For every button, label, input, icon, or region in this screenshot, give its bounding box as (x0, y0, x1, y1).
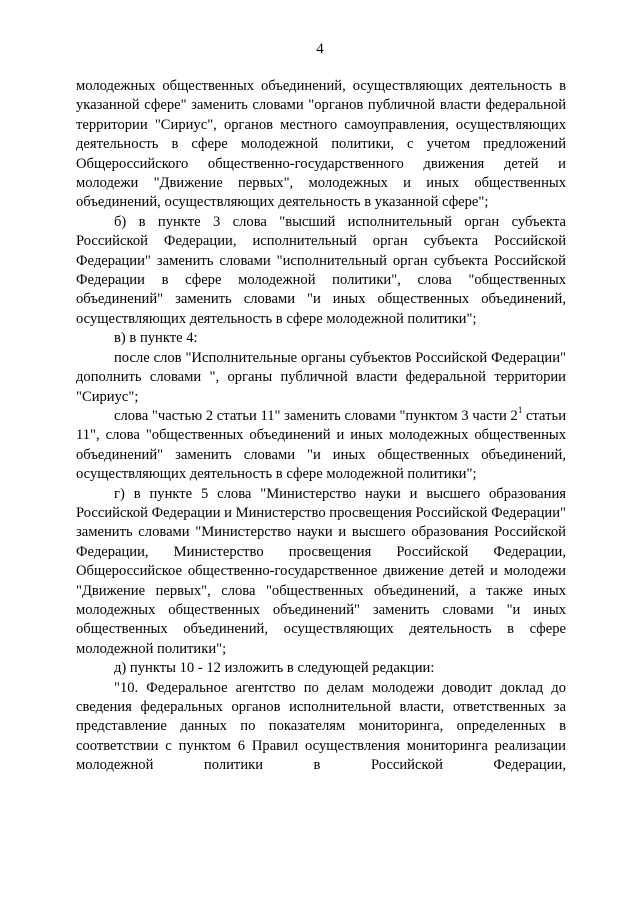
paragraph-text: г) в пункте 5 слова "Министерство науки и высшего образования Российской Федерации и Министерство просвещения Российской Федерации" заменить словами "Министерство науки и высшего образования Российской Федерации, Министерство просвещения Российской Федерации, Общероссийское общественно-государственное движение детей и молодежи "Движение первых", слова "общественных объединений, а также иных молодежных общественных объединений" заменить словами "и иных общественных объединений, осуществляющих деятельность в сфере молодежной политики"; (76, 485, 566, 657)
page-number: 4 (316, 41, 324, 57)
paragraph (76, 349, 566, 407)
superscript: 1 (517, 405, 523, 416)
paragraph (76, 407, 566, 485)
paragraph-text: в) в пункте 4: (114, 330, 198, 347)
paragraph-text: молодежных общественных объединений, осуществляющих деятельность в указанной сфере" заменить словами "органов публичной власти федеральной территории "Сириус", органов местного самоуправления, осуществляющих деятельность в сфере молодежной политики, с учетом предложений Общероссийского общественно-государственного движения детей и молодежи "Движение первых", молодежных и иных общественных объединений, осуществляющих деятельность в указанной сфере"; (76, 78, 566, 211)
paragraph-text: д) пункты 10 - 12 изложить в следующей редакции: (114, 660, 435, 677)
paragraph (76, 679, 566, 776)
paragraph (76, 77, 566, 213)
paragraph (76, 213, 566, 329)
paragraph (76, 659, 566, 678)
paragraph-text: после слов "Исполнительные органы субъектов Российской Федерации" дополнить словами ", органы публичной власти федеральной территории "Сириус"; (76, 349, 566, 405)
paragraph (76, 485, 566, 660)
paragraph-text: "10. Федеральное агентство по делам молодежи доводит доклад до сведения федеральных органов исполнительной власти, ответственных за представление данных по показателям мониторинга, определенных в соответствии с пунктом 6 Правил осуществления мониторинга реализации молодежной политики в Российской Федерации, (76, 679, 566, 774)
document-body (76, 77, 566, 776)
paragraph-text: б) в пункте 3 слова "высший исполнительный орган субъекта Российской Федерации, исполнительный орган субъекта Российской Федерации" заменить словами "исполнительный орган субъекта Российской Федерации в сфере молодежной политики", слова "общественных объединений" заменить словами "и иных общественных объединений, осуществляющих деятельность в сфере молодежной политики"; (76, 213, 566, 327)
paragraph (76, 329, 566, 348)
paragraph-text-before-superscript: слова "частью 2 статьи 11" заменить словами "пунктом 3 части 2 (114, 407, 518, 424)
paragraph-text: статьи 11", слова "общественных объединений и иных молодежных общественных объединений" заменить словами "и иных общественных объединений, осуществляющих деятельность в сфере молодежной политики"; (76, 407, 566, 483)
